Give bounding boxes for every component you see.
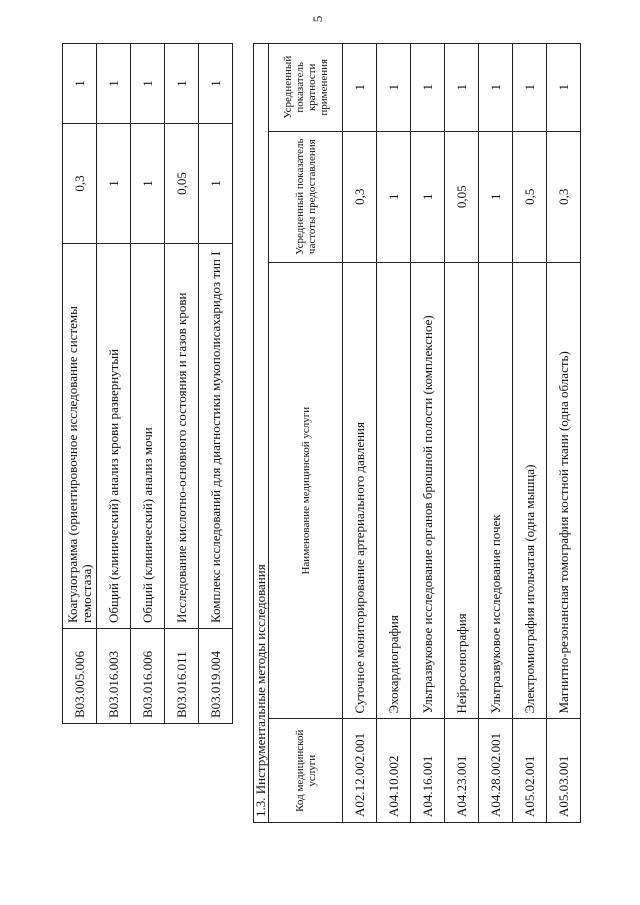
frequency-value: 1 <box>131 124 165 244</box>
frequency-value: 0,5 <box>513 131 547 262</box>
section-title: 1.3. Инструментальные методы исследования <box>254 44 269 823</box>
table-row <box>377 44 411 823</box>
service-code: B03.005.006 <box>63 629 97 724</box>
multiplicity-value: 1 <box>343 44 377 132</box>
service-name: Коагулограмма (ориентировочное исследование системы гемостаза) <box>63 244 97 629</box>
table-row <box>445 44 479 823</box>
multiplicity-value: 1 <box>131 44 165 124</box>
frequency-value: 0,3 <box>547 131 581 262</box>
frequency-value: 0,3 <box>63 124 97 244</box>
service-name: Нейросонография <box>445 262 479 719</box>
service-name: Магнитно-резонансная томография костной ткани (одна область) <box>547 262 581 719</box>
frequency-value: 0,05 <box>445 131 479 262</box>
service-name: Общий (клинический) анализ крови развернутый <box>97 244 131 629</box>
table-row <box>343 44 377 823</box>
service-code: B03.016.003 <box>97 629 131 724</box>
service-name: Ультразвуковое исследование органов брюшной полости (комплексное) <box>411 262 445 719</box>
table-row <box>63 44 97 724</box>
table-row <box>199 44 233 724</box>
multiplicity-value: 1 <box>411 44 445 132</box>
service-name: Электромиография игольчатая (одна мышца) <box>513 262 547 719</box>
table-row <box>165 44 199 724</box>
table-row <box>479 44 513 823</box>
multiplicity-value: 1 <box>513 44 547 132</box>
multiplicity-value: 1 <box>479 44 513 132</box>
service-name: Комплекс исследований для диагностики мукополисахаридоз тип I <box>199 244 233 629</box>
frequency-value: 1 <box>377 131 411 262</box>
multiplicity-value: 1 <box>377 44 411 132</box>
table-row <box>547 44 581 823</box>
frequency-value: 1 <box>199 124 233 244</box>
header-row <box>269 44 343 823</box>
multiplicity-value: 1 <box>63 44 97 124</box>
section-row <box>254 44 269 823</box>
multiplicity-value: 1 <box>97 44 131 124</box>
service-code: A04.16.001 <box>411 719 445 823</box>
table-row <box>513 44 547 823</box>
service-code: B03.019.004 <box>199 629 233 724</box>
service-name: Эхокардиография <box>377 262 411 719</box>
table-row <box>411 44 445 823</box>
service-code: A05.02.001 <box>513 719 547 823</box>
frequency-value: 0,05 <box>165 124 199 244</box>
frequency-value: 1 <box>411 131 445 262</box>
service-name: Суточное мониторирование артериального давления <box>343 262 377 719</box>
service-code: A05.03.001 <box>547 719 581 823</box>
page-number: 5 <box>310 15 325 23</box>
multiplicity-value: 1 <box>165 44 199 124</box>
frequency-value: 1 <box>97 124 131 244</box>
service-name: Общий (клинический) анализ мочи <box>131 244 165 629</box>
service-code: A02.12.002.001 <box>343 719 377 823</box>
service-code: A04.28.002.001 <box>479 719 513 823</box>
header-name: Наименование медицинской услуги <box>269 262 343 719</box>
frequency-value: 1 <box>479 131 513 262</box>
lab-tests-table <box>62 43 233 724</box>
header-code: Код медицинской услуги <box>269 719 343 823</box>
service-code: A04.23.001 <box>445 719 479 823</box>
table-row <box>131 44 165 724</box>
service-code: A04.10.002 <box>377 719 411 823</box>
service-name: Ультразвуковое исследование почек <box>479 262 513 719</box>
service-code: B03.016.011 <box>165 629 199 724</box>
header-frequency: Усредненный показатель частоты предоставления <box>269 131 343 262</box>
service-name: Исследование кислотно-основного состояния и газов крови <box>165 244 199 629</box>
multiplicity-value: 1 <box>199 44 233 124</box>
instrumental-methods-table <box>253 43 581 823</box>
frequency-value: 0,3 <box>343 131 377 262</box>
multiplicity-value: 1 <box>547 44 581 132</box>
table-row <box>97 44 131 724</box>
header-multiplicity: Усредненный показатель кратности применения <box>269 44 343 132</box>
multiplicity-value: 1 <box>445 44 479 132</box>
service-code: B03.016.006 <box>131 629 165 724</box>
